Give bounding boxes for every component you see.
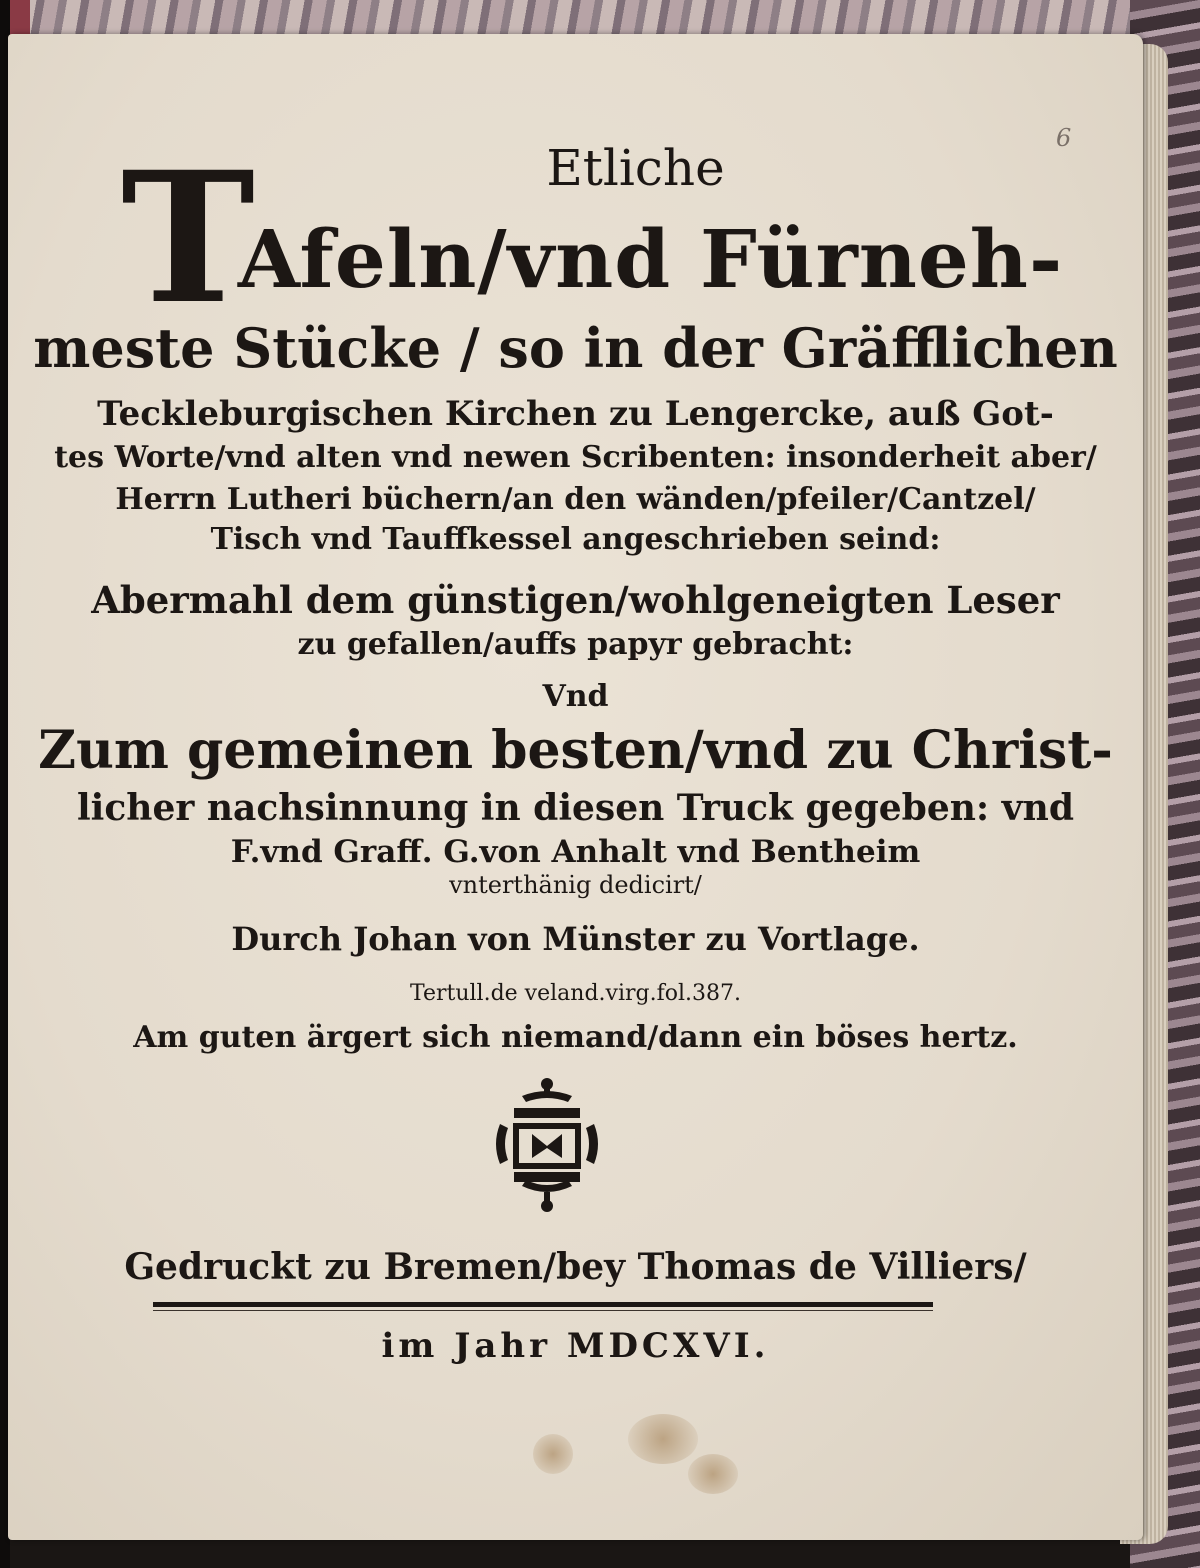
title-line-1: Afeln/vnd Fürneh-: [237, 212, 1064, 306]
body-line-8: zu gefallen/auffs papyr gebracht:: [297, 627, 854, 662]
printers-ornament-icon: [492, 1074, 602, 1214]
title-line-3: Teckleburgischen Kirchen zu Lengercke, auß Got-: [97, 394, 1054, 434]
body-line-vnd: Vnd: [542, 679, 609, 714]
motto-line: Am guten ärgert sich niemand/dann ein böses hertz.: [133, 1020, 1018, 1055]
title-line-4: tes Worte/vnd alten vnd newen Scribenten: insonderheit aber/: [54, 440, 1097, 475]
title-page: [8, 34, 1143, 1540]
title-line-5: Herrn Lutheri büchern/an den wänden/pfeiler/Cantzel/: [115, 482, 1036, 517]
title-line-6: Tisch vnd Tauffkessel angeschrieben seind:: [210, 522, 941, 557]
imprint-rule-thin: [153, 1310, 933, 1311]
imprint-printer-line: Gedruckt zu Bremen/bey Thomas de Villiers/: [124, 1246, 1027, 1288]
body-line-7: Abermahl dem günstigen/wohlgeneigten Leser: [91, 578, 1060, 622]
paper-stain: [628, 1414, 698, 1464]
citation-line: Tertull.de veland.virg.fol.387.: [410, 981, 741, 1006]
body-line-12: F.vnd Graff. G.von Anhalt vnd Bentheim: [230, 834, 921, 870]
body-line-13: vnterthänig dedicirt/: [449, 871, 702, 899]
decorated-initial: T: [121, 133, 255, 344]
imprint-year-line: im Jahr MDCXVI.: [381, 1326, 770, 1366]
paper-stain: [688, 1454, 738, 1494]
paper-stain: [533, 1434, 573, 1474]
author-line: Durch Johan von Münster zu Vortlage.: [231, 920, 920, 958]
title-line-2: meste Stücke / so in der Gräfflichen: [33, 316, 1118, 380]
page-number: 6: [1056, 124, 1072, 152]
body-line-11: licher nachsinnung in diesen Truck gegeben: vnd: [77, 787, 1074, 829]
imprint-rule: [153, 1302, 933, 1307]
title-line-etliche: Etliche: [546, 139, 725, 197]
body-line-10: Zum gemeinen besten/vnd zu Christ-: [38, 720, 1113, 781]
